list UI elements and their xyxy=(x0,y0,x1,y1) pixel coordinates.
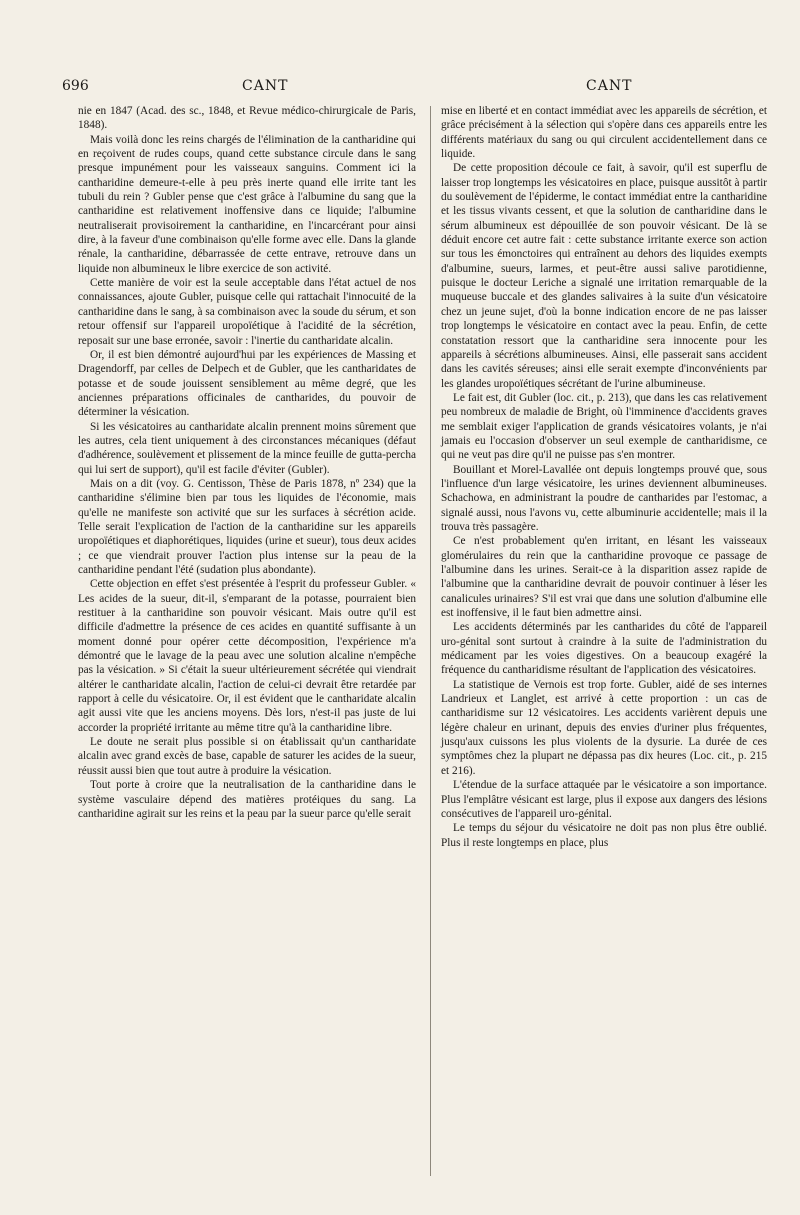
running-title-left: CANT xyxy=(242,78,289,94)
paragraph: Le temps du séjour du vésicatoire ne doit pas non plus être oublié. Plus il reste longtemps en place, plus xyxy=(441,822,767,849)
paragraph: Tout porte à croire que la neutralisation de la cantharidine dans le système vasculaire dépend des matières protéiques du sang. La cantharidine agirait sur les reins et la peau par la sueur parce qu'elle serait xyxy=(78,779,416,820)
paragraph: Mais on a dit (voy. G. Centisson, Thèse de Paris 1878, nº 234) que la cantharidine s'élimine bien par tous les liquides de l'économie, mais qu'elle ne manifeste son activité que sur les surfaces à sécrétion acide. Telle serait l'explication de l'action de la cantharidine sur les appareils uropoïétiques et diaphorétiques, liquides (urine et sueur), tous deux acides ; ce que viendrait prouver l'action plus intense sur la peau de la cantharidine pendant l'été (sudation plus abondante). xyxy=(78,477,416,576)
paragraph: Cette manière de voir est la seule acceptable dans l'état actuel de nos connaissances, ajoute Gubler, puisque celle qui rattachait l'innocuité de la cantharidine dans le sang, à sa combinaison avec la soude du sérum, et son retour offensif sur l'appareil uropoïétique à l'acidité de la sécrétion, reposait sur une base erronée, savoir : l'inertie du cantharidate alcalin. xyxy=(78,277,416,347)
paragraph: Bouillant et Morel-Lavallée ont depuis longtemps prouvé que, sous l'influence d'un large vésicatoire, les urines deviennent albumineuses. Schachowa, en administrant la poudre de cantharides par l'estomac, a signalé aussi, nous l'avons vu, cette albuminurie accidentelle; mais il la trouva très passagère. xyxy=(441,463,767,533)
paragraph: La statistique de Vernois est trop forte. Gubler, aidé de ses internes Landrieux et Langlet, est arrivé à cette proportion : un cas de cantharidisme sur 12 vésicatoires. Les accidents varièrent depuis une légère chaleur en urinant, depuis des envies d'uriner plus fréquentes, jusqu'aux cuissons les plus violents de la dysurie. La durée de ces symptômes chez la plupart ne dépassa pas dix heures (Loc. cit., p. 215 et 216). xyxy=(441,678,767,777)
paragraph: Les accidents déterminés par les cantharides du côté de l'appareil uro-génital sont surtout à craindre à la suite de l'administration du médicament par les voies digestives. On a beaucoup exagéré la fréquence du cantharidisme résultant de l'application des vésicatoires. xyxy=(441,621,767,677)
right-column xyxy=(441,104,767,850)
paragraph: Le fait est, dit Gubler (loc. cit., p. 213), que dans les cas relativement peu nombreux de maladie de Bright, où l'imminence d'accidents graves me semblait exiger l'application de grands vésicatoires volants, je n'ai jamais eu l'occasion d'observer un seul exemple de cantharidisme, ce qui ne veut pas dire qu'il ne puisse pas s'en montrer. xyxy=(441,391,767,462)
paragraph: mise en liberté et en contact immédiat avec les appareils de sécrétion, et grâce précisément à la sélection qui s'opère dans ces appareils entre les différents matériaux du sang ou qui circulent accidentellement dans ce liquide. xyxy=(441,105,767,161)
paragraph: Le doute ne serait plus possible si on établissait qu'un cantharidate alcalin avec grand excès de base, capable de saturer les acides de la sueur, réussit aussi bien que tout autre à produire la vésication. xyxy=(78,736,416,777)
paragraph: Mais voilà donc les reins chargés de l'élimination de la cantharidine qui en reçoivent de rudes coups, quand cette substance circule dans le sang presque impunément pour les vaisseaux sanguins. Comment ici la cantharidine demeure-t-elle à peu près inerte quand elle irrite tant les tubuli du rein ? Gubler pense que c'est grâce à l'albumine du sang que la cantharidine est relativement inoffensive dans ce liquide; l'albumine neutraliserait provisoirement la cantharidine, en l'incarcérant pour ainsi dire, à la faveur d'une combinaison qu'elle forme avec elle. Dans la glande rénale, la cantharidine, débarrassée de cette entrave, retrouve dans un liquide non albumineux le libre exercice de son activité. xyxy=(78,133,416,275)
left-column xyxy=(78,104,416,821)
running-head xyxy=(62,78,762,102)
column-divider xyxy=(430,106,431,1176)
paragraph: Cette objection en effet s'est présentée à l'esprit du professeur Gubler. « Les acides de la sueur, dit-il, s'emparant de la potasse, pourraient bien restituer à la cantharidine son pouvoir vésicant. Mais outre qu'il est difficile d'admettre la présence de ces acides en quantité suffisante à un moment donné pour opérer cette décomposition, l'expérience m'a démontré que le lavage de la peau avec une solution alcaline n'empêche pas la vésication. » Si c'était la sueur ultérieurement sécrétée qui viendrait altérer le cantharidate alcalin, l'action de celui-ci devrait être retardée par rapport à celle du vésicatoire. Or, il est évident que le cantharidate alcalin agit aussi vite que les anciens moyens. Dès lors, n'est-il pas juste de lui accorder la propriété irritante au même titre qu'à la cantharidine libre. xyxy=(78,578,416,734)
paragraph: De cette proposition découle ce fait, à savoir, qu'il est superflu de laisser trop longtemps les vésicatoires en place, puisque aussitôt à partir du soulèvement de l'épiderme, le contact immédiat entre la cantharidine et les tissus vivants cessent, et que la solution de cantharidine dans le sérum albumineux est dépouillée de son pouvoir vésicant. De là se déduit encore cet autre fait : cette substance irritante exerce son action sur tous les émonctoires qui entraînent au dehors des liquides exempts d'albumine, sueurs, larmes, et peut-être aussi salive parotidienne, puisque le docteur Leriche a signalé une irritation remarquable de la muqueuse buccale et des glandes salivaires à la suite d'un vésicatoire chez un jeune sujet, d'où la bonne indication encore de ne pas laisser trop longtemps le vésicatoire en contact avec la peau. Enfin, de cette constatation ressort que la cantharidine sera innocente pour les appareils à sécrétions albumineuses. Ainsi, elle passerait sans accident dans les cavités séreuses; ainsi elle serait exempte d'inconvénients par les glandes uropoïétiques sécrétant de l'urine albumineuse. xyxy=(441,162,767,390)
paragraph: Or, il est bien démontré aujourd'hui par les expériences de Massing et Dragendorff, par celles de Delpech et de Gubler, que les cantharidates de potasse et de soude jouissent sensiblement au même degré, que les anciennes préparations officinales de cantharides, du pouvoir de déterminer la vésication. xyxy=(78,348,416,419)
running-title-right: CANT xyxy=(586,78,633,94)
paragraph: L'étendue de la surface attaquée par le vésicatoire a son importance. Plus l'emplâtre vésicant est large, plus il expose aux dangers des lésions consécutives de l'appareil uro-génital. xyxy=(441,779,767,820)
paragraph: nie en 1847 (Acad. des sc., 1848, et Revue médico-chirurgicale de Paris, 1848). xyxy=(78,105,416,132)
paragraph: Si les vésicatoires au cantharidate alcalin prennent moins sûrement que les autres, cela tient uniquement à des circonstances mécaniques (défaut d'adhérence, soulèvement et plissement de la mince feuille de gutta-percha qui lui sert de support), qu'il est facile d'éviter (Gubler). xyxy=(78,420,416,476)
paragraph: Ce n'est probablement qu'en irritant, en lésant les vaisseaux glomérulaires du rein que la cantharidine provoque ce passage de l'albumine dans les urines. Serait-ce à la disparition assez rapide de l'albumine que la cantharidine devrait de pouvoir continuer à léser les canalicules urinaires? S'il est vrai que dans une solution d'albumine elle est inoffensive, il le faut bien admettre ainsi. xyxy=(441,535,767,620)
page-number: 696 xyxy=(62,78,89,94)
